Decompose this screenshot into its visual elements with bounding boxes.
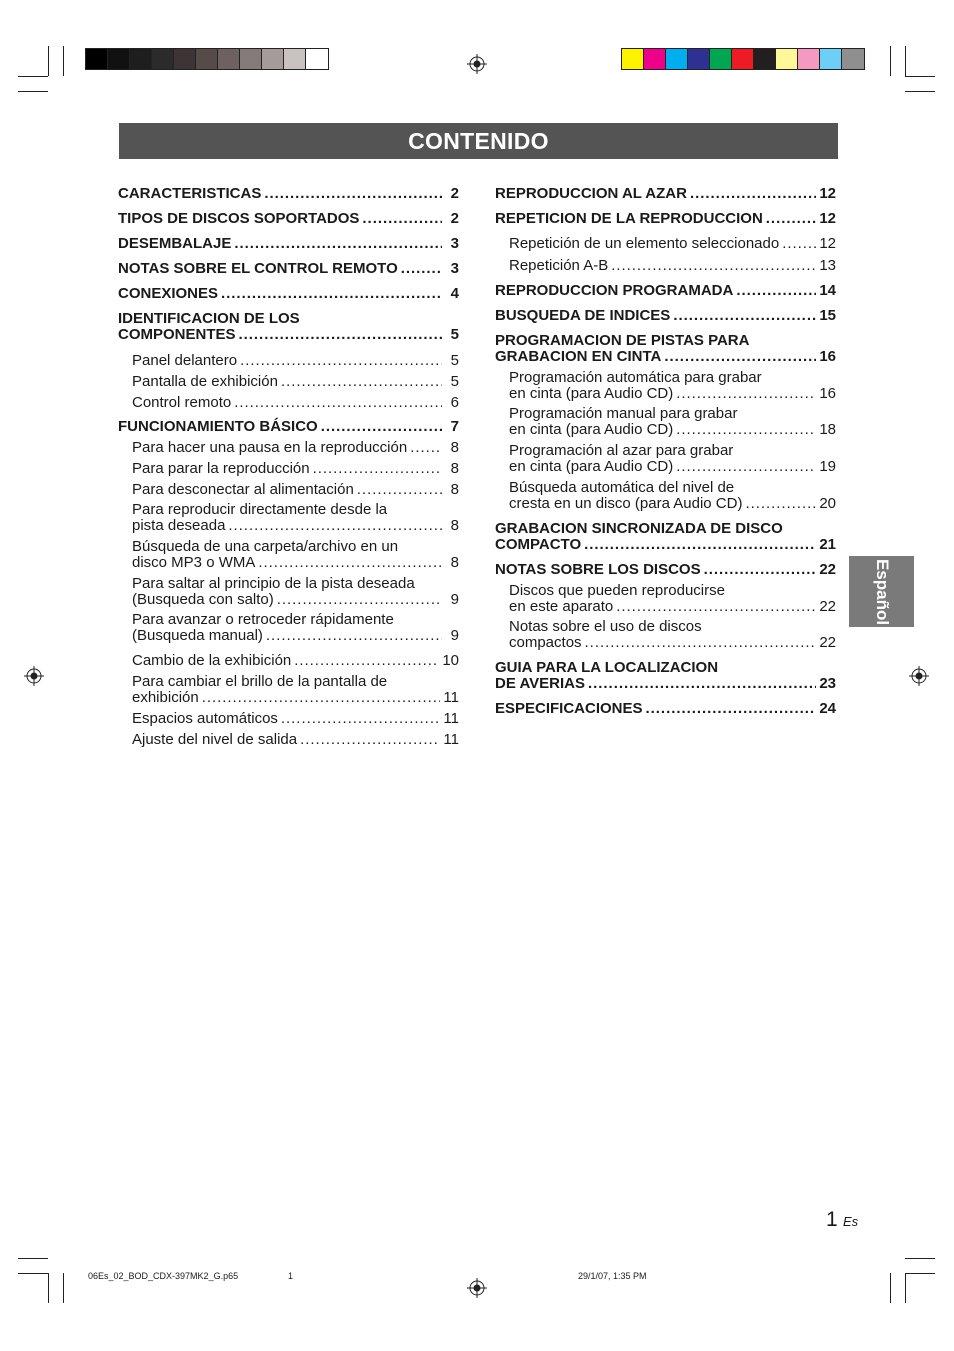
toc-dot-leader xyxy=(221,286,442,302)
toc-dot-leader xyxy=(616,599,816,615)
toc-dot-leader xyxy=(362,211,442,227)
toc-page-number: 3 xyxy=(450,260,459,277)
toc-dot-leader xyxy=(676,459,816,475)
toc-dot-leader xyxy=(664,349,816,365)
toc-section-entry xyxy=(118,186,459,202)
toc-dot-leader xyxy=(766,211,817,227)
toc-entry-title: COMPACTO xyxy=(495,536,582,553)
toc-section-entry xyxy=(495,333,836,365)
color-swatch xyxy=(666,49,688,69)
toc-page-number: 14 xyxy=(819,282,836,299)
toc-dot-leader xyxy=(281,374,442,390)
toc-entry-title: disco MP3 o WMA xyxy=(132,554,256,571)
toc-dot-leader xyxy=(321,419,442,435)
toc-entry-title-line: GRABACION SINCRONIZADA DE DISCO xyxy=(495,520,783,537)
registration-mark-icon xyxy=(909,666,929,686)
toc-page-number: 15 xyxy=(819,307,836,324)
color-swatch xyxy=(622,49,644,69)
toc-section-entry xyxy=(495,521,836,553)
toc-dot-leader xyxy=(202,690,441,706)
toc-page-number: 18 xyxy=(819,421,836,438)
toc-entry-title: pista deseada xyxy=(132,517,226,534)
toc-page-number: 11 xyxy=(443,689,459,706)
toc-page-number: 5 xyxy=(450,326,459,343)
color-swatch xyxy=(754,49,776,69)
toc-page-number: 8 xyxy=(450,460,459,477)
toc-entry-title: en cinta (para Audio CD) xyxy=(509,421,674,438)
toc-subsection-entry xyxy=(118,539,459,571)
page-number: 1 xyxy=(826,1208,838,1231)
toc-subsection-entry xyxy=(118,732,459,748)
toc-entry-title-line: PROGRAMACION DE PISTAS PARA xyxy=(495,332,750,349)
toc-dot-leader xyxy=(410,440,442,456)
toc-section-entry xyxy=(118,236,459,252)
toc-page-number: 13 xyxy=(819,257,836,274)
toc-dot-leader xyxy=(357,482,442,498)
toc-subsection-entry xyxy=(495,406,836,438)
color-swatch xyxy=(710,49,732,69)
toc-entry-title: (Busqueda manual) xyxy=(132,627,263,644)
toc-dot-leader xyxy=(240,353,442,369)
toc-entry-title: cresta en un disco (para Audio CD) xyxy=(509,495,743,512)
toc-subsection-entry xyxy=(118,612,459,644)
toc-entry-title: ESPECIFICACIONES xyxy=(495,700,643,717)
footer-filename: 06Es_02_BOD_CDX-397MK2_G.p65 xyxy=(88,1271,239,1281)
toc-entry-title: Cambio de la exhibición xyxy=(132,652,292,669)
toc-entry-title: Control remoto xyxy=(132,394,232,411)
toc-entry-title: compactos xyxy=(509,634,582,651)
toc-page-number: 2 xyxy=(450,185,459,202)
toc-section-entry xyxy=(495,211,836,227)
toc-dot-leader xyxy=(234,236,442,252)
toc-dot-leader xyxy=(584,537,816,553)
toc-entry-title: NOTAS SOBRE LOS DISCOS xyxy=(495,561,701,578)
toc-section-entry xyxy=(495,186,836,202)
toc-entry-title: Panel delantero xyxy=(132,352,238,369)
grayscale-calibration-bar xyxy=(85,48,329,70)
toc-entry-title: Para parar la reproducción xyxy=(132,460,310,477)
toc-entry-title: REPRODUCCION AL AZAR xyxy=(495,185,687,202)
color-swatch xyxy=(284,49,306,69)
toc-dot-leader xyxy=(258,555,442,571)
toc-entry-title: en este aparato xyxy=(509,598,614,615)
toc-entry-title: Pantalla de exhibición xyxy=(132,373,278,390)
toc-dot-leader xyxy=(277,592,442,608)
toc-subsection-entry xyxy=(118,395,459,411)
toc-dot-leader xyxy=(585,635,817,651)
toc-subsection-entry xyxy=(495,236,836,252)
toc-entry-title-line: Notas sobre el uso de discos xyxy=(509,618,702,635)
toc-dot-leader xyxy=(745,496,816,512)
toc-entry-title-line: Para reproducir directamente desde la xyxy=(132,501,388,518)
color-swatch xyxy=(196,49,218,69)
language-tab xyxy=(849,556,914,627)
toc-dot-leader xyxy=(588,676,816,692)
footer-page: 1 xyxy=(288,1271,294,1281)
toc-section-entry xyxy=(118,286,459,302)
toc-page-number: 8 xyxy=(450,439,459,456)
color-swatch xyxy=(86,49,108,69)
toc-entry-title-line: Para cambiar el brillo de la pantalla de xyxy=(132,673,388,690)
toc-entry-title-line: Búsqueda automática del nivel de xyxy=(509,479,735,496)
color-swatch xyxy=(218,49,240,69)
color-swatch xyxy=(262,49,284,69)
toc-entry-title-line: Programación manual para grabar xyxy=(509,405,738,422)
toc-entry-title: COMPONENTES xyxy=(118,326,236,343)
toc-subsection-entry xyxy=(118,711,459,727)
toc-dot-leader xyxy=(782,236,816,252)
color-swatch xyxy=(240,49,262,69)
color-swatch xyxy=(306,49,328,69)
toc-entry-title: Ajuste del nivel de salida xyxy=(132,731,298,748)
toc-page-number: 22 xyxy=(819,598,836,615)
toc-section-entry xyxy=(118,419,459,435)
toc-entry-title: CARACTERISTICAS xyxy=(118,185,262,202)
toc-dot-leader xyxy=(294,653,439,669)
toc-page-number: 10 xyxy=(442,652,459,669)
toc-dot-leader xyxy=(300,732,440,748)
toc-entry-title: NOTAS SOBRE EL CONTROL REMOTO xyxy=(118,260,398,277)
toc-page-number: 8 xyxy=(450,554,459,571)
toc-page-number: 12 xyxy=(819,235,836,252)
toc-section-entry xyxy=(495,701,836,717)
color-swatch xyxy=(776,49,798,69)
toc-subsection-entry xyxy=(118,440,459,456)
toc-entry-title: REPRODUCCION PROGRAMADA xyxy=(495,282,734,299)
toc-subsection-entry xyxy=(118,576,459,608)
toc-entry-title: Repetición de un elemento seleccionado xyxy=(509,235,780,252)
registration-mark-icon xyxy=(24,666,44,686)
toc-section-entry xyxy=(495,660,836,692)
toc-dot-leader xyxy=(673,308,816,324)
toc-subsection-entry xyxy=(495,258,836,274)
toc-page-number: 3 xyxy=(450,235,459,252)
toc-section-entry xyxy=(495,283,836,299)
toc-page-number: 22 xyxy=(819,634,836,651)
toc-page-number: 12 xyxy=(819,210,836,227)
toc-subsection-entry xyxy=(118,502,459,534)
toc-entry-title-line: Discos que pueden reproducirse xyxy=(509,582,725,599)
toc-dot-leader xyxy=(313,461,442,477)
page-title: CONTENIDO xyxy=(119,123,838,159)
toc-section-entry xyxy=(118,211,459,227)
toc-page-number: 22 xyxy=(819,561,836,578)
toc-dot-leader xyxy=(239,327,442,343)
page-language-code: Es xyxy=(843,1214,859,1229)
toc-subsection-entry xyxy=(495,619,836,651)
toc-entry-title: CONEXIONES xyxy=(118,285,219,302)
toc-dot-leader xyxy=(690,186,816,202)
toc-subsection-entry xyxy=(118,482,459,498)
toc-page-number: 2 xyxy=(450,210,459,227)
toc-page-number: 23 xyxy=(819,675,836,692)
toc-page-number: 4 xyxy=(450,285,459,302)
toc-entry-title-line: Para saltar al principio de la pista deseada xyxy=(132,575,415,592)
toc-section-entry xyxy=(495,308,836,324)
toc-dot-leader xyxy=(646,701,817,717)
color-swatch xyxy=(174,49,196,69)
toc-page-number: 20 xyxy=(819,495,836,512)
toc-dot-leader xyxy=(401,261,442,277)
footer-timestamp: 29/1/07, 1:35 PM xyxy=(578,1271,647,1281)
toc-page-number: 24 xyxy=(819,700,836,717)
toc-subsection-entry xyxy=(118,674,459,706)
toc-subsection-entry xyxy=(495,370,836,402)
toc-entry-title: Para desconectar al alimentación xyxy=(132,481,354,498)
toc-entry-title: REPETICION DE LA REPRODUCCION xyxy=(495,210,763,227)
toc-page-number: 9 xyxy=(450,627,459,644)
toc-page-number: 11 xyxy=(443,731,459,748)
toc-entry-title: Repetición A-B xyxy=(509,257,609,274)
toc-entry-title-line: Programación al azar para grabar xyxy=(509,442,734,459)
language-tab-label: Español xyxy=(872,558,892,625)
toc-dot-leader xyxy=(676,386,816,402)
toc-page-number: 7 xyxy=(450,418,459,435)
toc-entry-title: exhibición xyxy=(132,689,199,706)
toc-entry-title-line: Programación automática para grabar xyxy=(509,369,762,386)
toc-entry-title: FUNCIONAMIENTO BÁSICO xyxy=(118,418,318,435)
toc-section-entry xyxy=(118,311,459,343)
toc-dot-leader xyxy=(281,711,441,727)
toc-subsection-entry xyxy=(118,653,459,669)
toc-entry-title: DESEMBALAJE xyxy=(118,235,232,252)
toc-page-number: 11 xyxy=(443,710,459,727)
toc-subsection-entry xyxy=(495,480,836,512)
toc-subsection-entry xyxy=(118,353,459,369)
toc-subsection-entry xyxy=(118,374,459,390)
toc-entry-title: TIPOS DE DISCOS SOPORTADOS xyxy=(118,210,360,227)
toc-dot-leader xyxy=(264,186,442,202)
toc-page-number: 16 xyxy=(819,348,836,365)
toc-entry-title: GRABACION EN CINTA xyxy=(495,348,662,365)
toc-entry-title: Para hacer una pausa en la reproducción xyxy=(132,439,408,456)
toc-entry-title: en cinta (para Audio CD) xyxy=(509,458,674,475)
toc-subsection-entry xyxy=(118,461,459,477)
toc-entry-title: en cinta (para Audio CD) xyxy=(509,385,674,402)
toc-entry-title: BUSQUEDA DE INDICES xyxy=(495,307,671,324)
toc-subsection-entry xyxy=(495,443,836,475)
color-swatch xyxy=(732,49,754,69)
toc-page-number: 9 xyxy=(450,591,459,608)
color-swatch xyxy=(108,49,130,69)
toc-entry-title-line: IDENTIFICACION DE LOS xyxy=(118,310,300,327)
toc-dot-leader xyxy=(736,283,816,299)
toc-subsection-entry xyxy=(495,583,836,615)
toc-dot-leader xyxy=(676,422,816,438)
color-swatch xyxy=(820,49,842,69)
registration-mark-icon xyxy=(467,1278,487,1298)
registration-mark-icon xyxy=(467,54,487,74)
toc-dot-leader xyxy=(234,395,442,411)
toc-dot-leader xyxy=(228,518,442,534)
toc-entry-title: DE AVERIAS xyxy=(495,675,586,692)
toc-entry-title: (Busqueda con salto) xyxy=(132,591,274,608)
toc-page-number: 8 xyxy=(450,481,459,498)
toc-section-entry xyxy=(495,562,836,578)
color-swatch xyxy=(152,49,174,69)
toc-dot-leader xyxy=(611,258,816,274)
toc-page-number: 6 xyxy=(450,394,459,411)
color-swatch xyxy=(644,49,666,69)
toc-page-number: 21 xyxy=(819,536,836,553)
toc-entry-title-line: Para avanzar o retroceder rápidamente xyxy=(132,611,394,628)
toc-section-entry xyxy=(118,261,459,277)
color-calibration-bar xyxy=(621,48,865,70)
toc-page-number: 8 xyxy=(450,517,459,534)
toc-dot-leader xyxy=(266,628,442,644)
toc-page-number: 12 xyxy=(819,185,836,202)
color-swatch xyxy=(688,49,710,69)
toc-dot-leader xyxy=(704,562,817,578)
toc-entry-title-line: Búsqueda de una carpeta/archivo en un xyxy=(132,538,399,555)
color-swatch xyxy=(798,49,820,69)
toc-page-number: 19 xyxy=(819,458,836,475)
color-swatch xyxy=(130,49,152,69)
toc-page-number: 5 xyxy=(450,373,459,390)
toc-entry-title-line: GUIA PARA LA LOCALIZACION xyxy=(495,659,719,676)
toc-page-number: 5 xyxy=(450,352,459,369)
color-swatch xyxy=(842,49,864,69)
toc-page-number: 16 xyxy=(819,385,836,402)
toc-entry-title: Espacios automáticos xyxy=(132,710,278,727)
